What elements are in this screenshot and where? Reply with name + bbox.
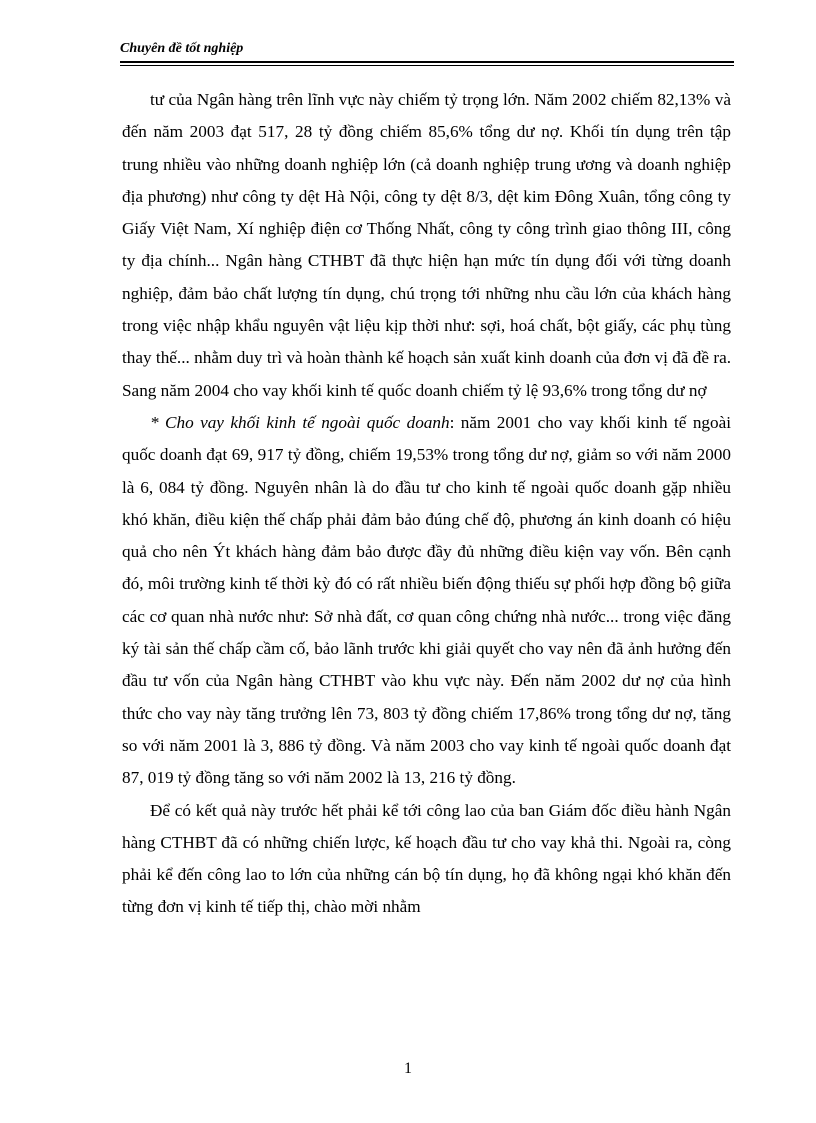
page-header [120, 40, 734, 58]
document-body [122, 84, 731, 924]
paragraph-2 [122, 407, 731, 795]
header-title: Chuyên đề tốt nghiệp [120, 41, 244, 56]
header-rule-thin [120, 65, 734, 66]
page-number: 1 [404, 1060, 412, 1077]
paragraph-1 [122, 84, 731, 407]
paragraph-1-text: tư của Ngân hàng trên lĩnh vực này chiếm tỷ trọng lớn. Năm 2002 chiếm 82,13% và đến năm 2003 đạt 517, 28 tỷ đồng chiếm 85,6% tổng dư nợ. Khối tín dụng trên tập trung nhiều vào những doanh nghiệp lớn (cả doanh nghiệp trung ương và doanh nghiệp địa phương) như công ty dệt Hà Nội, công ty dệt 8/3, dệt kim Đông Xuân, tổng công ty Giấy Việt Nam, Xí nghiệp điện cơ Thống Nhất, công ty công trình giao thông III, công ty địa chính... Ngân hàng CTHBT đã thực hiện hạn mức tín dụng đối với từng doanh nghiệp, đảm bảo chất lượng tín dụng, chú trọng tới những nhu cầu lớn của khách hàng trong việc nhập khẩu nguyên vật liệu kịp thời như: sợi, hoá chất, bột giấy, các phụ tùng thay thế... nhằm duy trì và hoàn thành kế hoạch sản xuất kinh doanh của đơn vị đã đề ra. Sang năm 2004 cho vay khối kinh tế quốc doanh chiếm tỷ lệ 93,6% trong tổng dư nợ [122, 90, 731, 400]
paragraph-2-text: : năm 2001 cho vay khối kinh tế ngoài quốc doanh đạt 69, 917 tỷ đồng, chiếm 19,53% trong tổng dư nợ, giảm so với năm 2000 là 6, 084 tỷ đồng. Nguyên nhân là do đầu tư cho kinh tế ngoài quốc doanh gặp nhiều khó khăn, điều kiện thế chấp phải đảm bảo đúng chế độ, phương án kinh doanh có hiệu quả cho nên Ýt khách hàng đảm bảo được đầy đủ những điều kiện vay vốn. Bên cạnh đó, môi trường kinh tế thời kỳ đó có rất nhiều biến động thiếu sự phối hợp đồng bộ giữa các cơ quan nhà nước như: Sở nhà đất, cơ quan công chứng nhà nước... trong việc đăng ký tài sản thế chấp cầm cố, bảo lãnh trước khi giải quyết cho vay nên đã ảnh hưởng đến đầu tư vốn của Ngân hàng CTHBT vào khu vực này. Đến năm 2002 dư nợ của hình thức cho vay này tăng trưởng lên 73, 803 tỷ đồng chiếm 17,86% trong tổng dư nợ, tăng so với năm 2001 là 3, 886 tỷ đồng. Và năm 2003 cho vay kinh tế ngoài quốc doanh đạt 87, 019 tỷ đồng tăng so với năm 2002 là 13, 216 tỷ đồng. [122, 412, 732, 788]
paragraph-3-text: Để có kết quả này trước hết phải kể tới công lao của ban Giám đốc điều hành Ngân hàng CTHBT đã có những chiến lược, kế hoạch đầu tư cho vay khả thi. Ngoài ra, còng phải kể đến công lao to lớn của những cán bộ tín dụng, họ đã không ngại khó khăn đến từng đơn vị kinh tế tiếp thị, chào mời nhằm [122, 800, 731, 917]
paragraph-3 [122, 795, 731, 924]
paragraph-2-heading: * Cho vay khối kinh tế ngoài quốc doanh [150, 412, 450, 432]
header-rule-thick [120, 61, 734, 63]
